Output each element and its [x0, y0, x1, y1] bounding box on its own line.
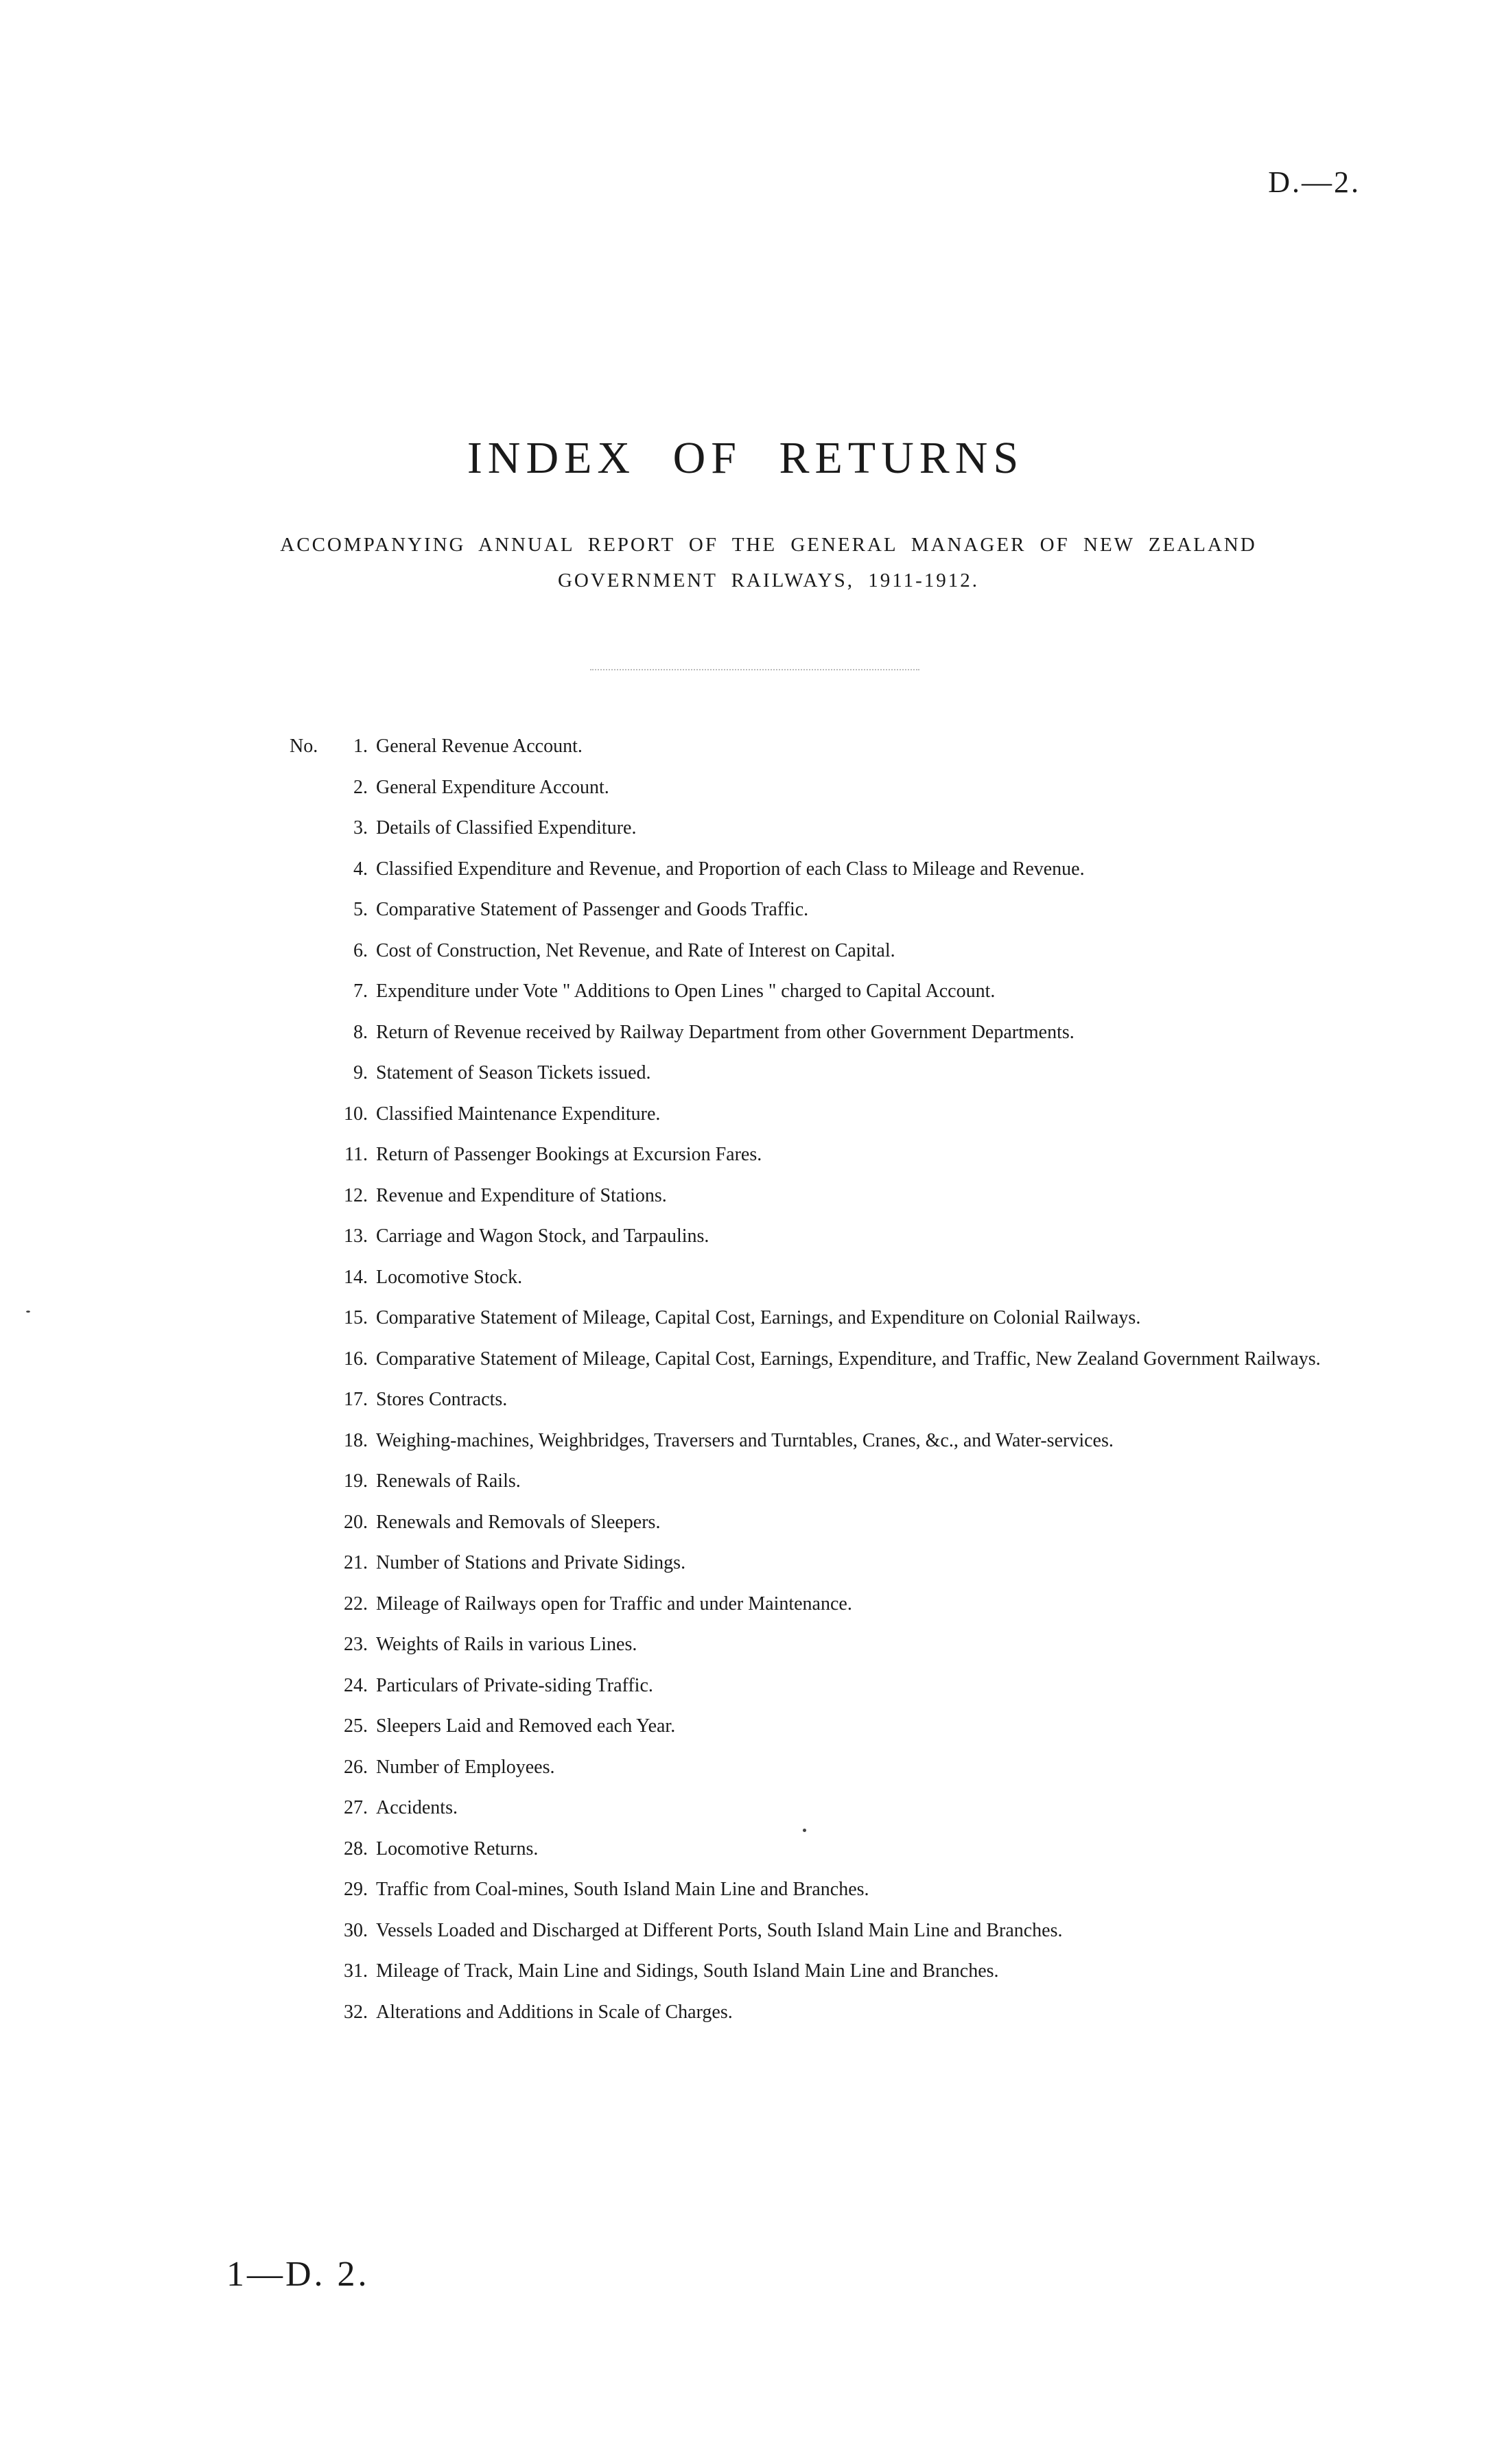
index-entry: [0, 1264, 1491, 1291]
index-entry: [0, 1549, 1491, 1577]
index-entry-number: 7.: [353, 981, 368, 1002]
index-entry-number: 17.: [344, 1389, 368, 1410]
footer-signature-reference: 1—D. 2.: [226, 2255, 370, 2294]
index-entry: [0, 1468, 1491, 1495]
index-entry-number: 28.: [344, 1838, 368, 1859]
index-entry-text: Details of Classified Expenditure.: [376, 817, 637, 838]
index-entry-number: 15.: [344, 1307, 368, 1328]
index-entry: [0, 1754, 1491, 1781]
index-entry-number: 21.: [344, 1552, 368, 1573]
index-entry: [0, 1427, 1491, 1455]
index-entry-text: Comparative Statement of Mileage, Capital Cost, Earnings, and Expenditure on Colonial Railways.: [376, 1307, 1141, 1328]
index-entry-text: Weighing-machines, Weighbridges, Traversers and Turntables, Cranes, &c., and Water-services.: [376, 1429, 1114, 1451]
index-entry: [0, 1101, 1491, 1128]
index-entry: [0, 1672, 1491, 1700]
index-entry: [0, 937, 1491, 965]
index-entry-text: Revenue and Expenditure of Stations.: [376, 1184, 667, 1206]
index-entry-number: 32.: [344, 2001, 368, 2023]
index-entry-text: Carriage and Wagon Stock, and Tarpaulins.: [376, 1225, 709, 1247]
index-entry-number: 12.: [344, 1184, 368, 1206]
index-entry-text: Accidents.: [376, 1797, 458, 1818]
print-speck: [803, 1829, 806, 1832]
index-entry: [0, 814, 1491, 842]
index-entry-text: Renewals of Rails.: [376, 1470, 521, 1492]
index-entry-number: 29.: [344, 1879, 368, 1900]
index-prefix: No.: [290, 736, 318, 757]
index-entry-text: Cost of Construction, Net Revenue, and Rate of Interest on Capital.: [376, 939, 895, 961]
index-entry-number: 19.: [344, 1470, 368, 1492]
index-entry-number: 31.: [344, 1960, 368, 1982]
index-entry: [0, 1182, 1491, 1210]
index-entry: [0, 1713, 1491, 1740]
index-entry-text: Traffic from Coal-mines, South Island Main Line and Branches.: [376, 1879, 869, 1900]
index-entry-number: 6.: [353, 939, 368, 961]
index-entry: [0, 1019, 1491, 1046]
index-entry: [0, 1794, 1491, 1822]
index-entry-number: 9.: [353, 1062, 368, 1083]
print-speck: [26, 1311, 30, 1313]
index-entry-number: 16.: [344, 1348, 368, 1370]
index-entry-text: Sleepers Laid and Removed each Year.: [376, 1715, 676, 1737]
index-list: [0, 733, 1491, 2039]
index-entry-number: 14.: [344, 1266, 368, 1288]
index-entry: [0, 1917, 1491, 1945]
index-entry-number: 23.: [344, 1634, 368, 1655]
document-title: INDEX OF RETURNS: [467, 433, 1024, 483]
index-entry-text: General Revenue Account.: [376, 736, 583, 757]
index-entry: [0, 1591, 1491, 1618]
index-entry: [0, 1999, 1491, 2026]
index-entry: [0, 1223, 1491, 1250]
index-entry: [0, 1386, 1491, 1413]
index-entry-text: Locomotive Returns.: [376, 1838, 539, 1859]
index-entry: [0, 1304, 1491, 1332]
index-entry-number: 22.: [344, 1593, 368, 1615]
subtitle-line-1: ACCOMPANYING ANNUAL REPORT OF THE GENERAL MANAGER OF NEW ZEALAND: [280, 534, 1257, 556]
index-entry-number: 10.: [344, 1103, 368, 1125]
index-entry-text: Return of Passenger Bookings at Excursion Fares.: [376, 1144, 762, 1165]
document-subtitle: [178, 527, 1359, 598]
index-entry: [0, 1835, 1491, 1863]
index-entry-number: 2.: [353, 776, 368, 798]
index-entry-number: 5.: [353, 899, 368, 920]
index-entry-number: 20.: [344, 1511, 368, 1533]
index-entry: [0, 1141, 1491, 1169]
index-entry-text: Stores Contracts.: [376, 1389, 508, 1410]
index-entry-text: Number of Stations and Private Sidings.: [376, 1552, 686, 1573]
index-entry: [0, 896, 1491, 924]
index-entry-number: 3.: [353, 817, 368, 838]
index-entry-number: 26.: [344, 1756, 368, 1778]
index-entry-number: 4.: [353, 858, 368, 880]
index-entry-text: Alterations and Additions in Scale of Charges.: [376, 2001, 733, 2023]
page-reference: D.—2.: [1268, 165, 1361, 199]
index-entry-number: 8.: [353, 1021, 368, 1043]
index-entry-text: Statement of Season Tickets issued.: [376, 1062, 651, 1083]
index-entry-text: Comparative Statement of Passenger and Goods Traffic.: [376, 899, 809, 920]
index-entry: [0, 1876, 1491, 1903]
index-entry-text: Expenditure under Vote " Additions to Open Lines " charged to Capital Account.: [376, 981, 996, 1002]
index-entry-text: Vessels Loaded and Discharged at Different Ports, South Island Main Line and Branches.: [376, 1919, 1063, 1941]
index-entry-text: Number of Employees.: [376, 1756, 555, 1778]
index-entry: [0, 1958, 1491, 1985]
index-entry-number: 27.: [344, 1797, 368, 1818]
index-entry: [0, 774, 1491, 801]
index-entry: [0, 733, 1491, 760]
index-entry-text: Mileage of Track, Main Line and Sidings, South Island Main Line and Branches.: [376, 1960, 999, 1982]
index-entry-number: 25.: [344, 1715, 368, 1737]
index-entry-number: 13.: [344, 1225, 368, 1247]
index-entry-text: General Expenditure Account.: [376, 776, 609, 798]
index-entry: [0, 1631, 1491, 1658]
index-entry-text: Weights of Rails in various Lines.: [376, 1634, 637, 1655]
index-entry-text: Locomotive Stock.: [376, 1266, 523, 1288]
index-entry-number: 1.: [353, 736, 368, 757]
index-entry: [0, 1509, 1491, 1536]
index-entry: [0, 1346, 1491, 1373]
index-entry-number: 18.: [344, 1429, 368, 1451]
index-entry-text: Classified Expenditure and Revenue, and Proportion of each Class to Mileage and Revenue.: [376, 858, 1085, 880]
index-entry-number: 30.: [344, 1919, 368, 1941]
index-entry-number: 24.: [344, 1674, 368, 1696]
subtitle-line-2: GOVERNMENT RAILWAYS, 1911-1912.: [557, 570, 980, 591]
index-entry: [0, 1059, 1491, 1087]
index-entry-text: Particulars of Private-siding Traffic.: [376, 1674, 653, 1696]
index-entry-text: Mileage of Railways open for Traffic and under Maintenance.: [376, 1593, 852, 1615]
index-entry-text: Comparative Statement of Mileage, Capital Cost, Earnings, Expenditure, and Traffic, New Zealand Government Railways.: [376, 1348, 1321, 1370]
index-entry-text: Classified Maintenance Expenditure.: [376, 1103, 661, 1125]
index-entry: [0, 856, 1491, 883]
separator-rule: [590, 669, 919, 670]
index-entry-text: Renewals and Removals of Sleepers.: [376, 1511, 661, 1533]
index-entry: [0, 978, 1491, 1005]
index-entry-text: Return of Revenue received by Railway Department from other Government Departments.: [376, 1021, 1075, 1043]
index-entry-number: 11.: [344, 1144, 368, 1165]
